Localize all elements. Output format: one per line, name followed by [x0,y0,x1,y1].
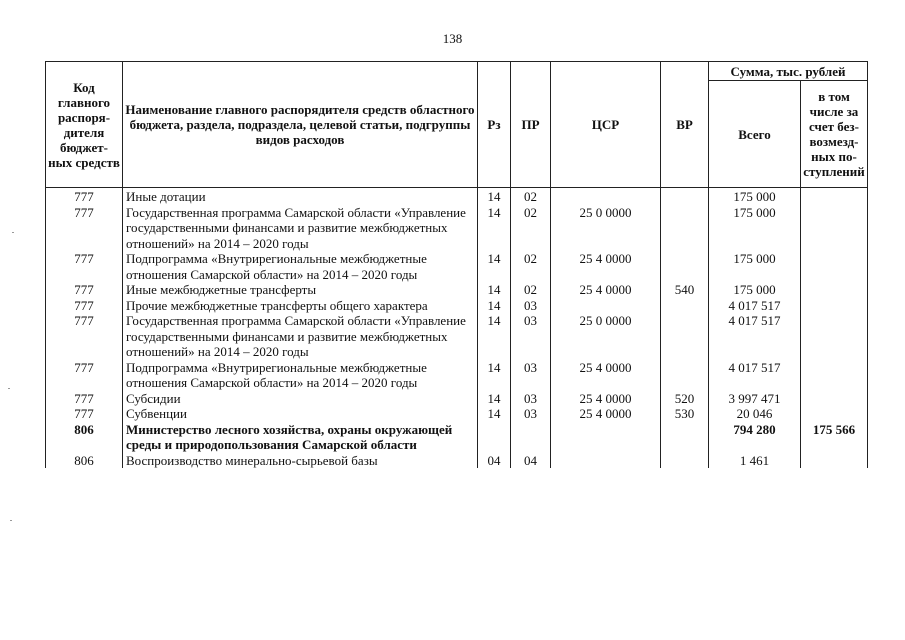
cell-pr: 02 [511,188,551,205]
cell-csr [551,298,661,314]
header-name: Наименование главного распорядителя средств областного бюджета, раздела, подраздела, целевой статьи, подгруппы видов расходов [123,62,478,188]
table-row [46,313,868,360]
table-row [46,422,868,453]
cell-total: 794 280 [709,422,801,453]
table-body [46,188,868,469]
cell-rz: 14 [478,391,511,407]
cell-rz: 14 [478,205,511,252]
cell-pr [511,422,551,453]
cell-total: 175 000 [709,282,801,298]
page-number: 138 [442,31,463,46]
table-row [46,406,868,422]
cell-total: 175 000 [709,205,801,252]
table-row [46,251,868,282]
cell-name: Прочие межбюджетные трансферты общего характера [123,298,478,314]
cell-rz: 14 [478,282,511,298]
cell-pr: 02 [511,282,551,298]
cell-pr: 03 [511,360,551,391]
cell-total: 3 997 471 [709,391,801,407]
scan-mark [10,520,12,521]
cell-grant [801,313,868,360]
cell-csr: 25 4 0000 [551,391,661,407]
table-row [46,188,868,205]
cell-rz: 14 [478,313,511,360]
cell-name: Иные межбюджетные трансферты [123,282,478,298]
cell-vr: 520 [661,391,709,407]
cell-code: 777 [46,298,123,314]
cell-pr: 02 [511,205,551,252]
cell-total: 175 000 [709,188,801,205]
cell-vr [661,251,709,282]
cell-total: 4 017 517 [709,298,801,314]
cell-grant [801,298,868,314]
cell-rz: 14 [478,188,511,205]
cell-name: Субвенции [123,406,478,422]
cell-rz: 14 [478,360,511,391]
cell-pr: 02 [511,251,551,282]
cell-pr: 04 [511,453,551,469]
table-header [46,62,868,188]
cell-vr [661,298,709,314]
scan-mark [12,232,14,233]
cell-name: Иные дотации [123,188,478,205]
cell-code: 777 [46,188,123,205]
cell-vr: 540 [661,282,709,298]
scan-mark [8,388,10,389]
header-total: Всего [709,81,801,188]
cell-grant: 175 566 [801,422,868,453]
cell-pr: 03 [511,298,551,314]
table-row [46,453,868,469]
cell-total: 4 017 517 [709,313,801,360]
cell-grant [801,406,868,422]
cell-rz: 04 [478,453,511,469]
cell-csr: 25 4 0000 [551,360,661,391]
cell-total: 1 461 [709,453,801,469]
cell-vr [661,453,709,469]
cell-code: 806 [46,422,123,453]
cell-name: Подпрограмма «Внутрирегиональные межбюджетные отношения Самарской области» на 2014 – 2020 годы [123,360,478,391]
cell-vr [661,313,709,360]
cell-total: 4 017 517 [709,360,801,391]
cell-name: Воспроизводство минерально-сырьевой базы [123,453,478,469]
cell-code: 777 [46,282,123,298]
cell-name: Подпрограмма «Внутрирегиональные межбюджетные отношения Самарской области» на 2014 – 2020 годы [123,251,478,282]
header-vr: ВР [661,62,709,188]
cell-name: Министерство лесного хозяйства, охраны окружающей среды и природопользования Самарской области [123,422,478,453]
cell-pr: 03 [511,313,551,360]
budget-table [45,61,868,468]
table-row [46,391,868,407]
cell-vr [661,360,709,391]
cell-vr [661,422,709,453]
table-row [46,360,868,391]
cell-code: 777 [46,360,123,391]
header-sum-group: Сумма, тыс. рублей [709,62,868,81]
cell-rz [478,422,511,453]
cell-grant [801,453,868,469]
cell-pr: 03 [511,391,551,407]
header-grants: в том числе за счет без-возмезд-ных по-ступлений [801,81,868,188]
cell-csr [551,188,661,205]
cell-csr: 25 0 0000 [551,313,661,360]
cell-total: 175 000 [709,251,801,282]
cell-vr: 530 [661,406,709,422]
cell-grant [801,251,868,282]
cell-code: 777 [46,251,123,282]
cell-csr: 25 4 0000 [551,282,661,298]
cell-grant [801,205,868,252]
cell-vr [661,188,709,205]
cell-vr [661,205,709,252]
cell-csr: 25 4 0000 [551,251,661,282]
cell-code: 777 [46,205,123,252]
cell-grant [801,282,868,298]
cell-pr: 03 [511,406,551,422]
header-code: Код главного распоря-дителя бюджет-ных средств [46,62,123,188]
cell-code: 777 [46,313,123,360]
cell-total: 20 046 [709,406,801,422]
cell-grant [801,360,868,391]
cell-name: Государственная программа Самарской области «Управление государственными финансами и развитие межбюджетных отношений» на 2014 – 2020 годы [123,313,478,360]
cell-grant [801,188,868,205]
cell-csr [551,453,661,469]
table-row [46,298,868,314]
header-pr: ПР [511,62,551,188]
cell-rz: 14 [478,251,511,282]
cell-csr: 25 0 0000 [551,205,661,252]
cell-rz: 14 [478,298,511,314]
cell-csr: 25 4 0000 [551,406,661,422]
cell-code: 777 [46,391,123,407]
cell-code: 806 [46,453,123,469]
cell-rz: 14 [478,406,511,422]
table-row [46,282,868,298]
cell-name: Субсидии [123,391,478,407]
cell-csr [551,422,661,453]
header-rz: Рз [478,62,511,188]
header-csr: ЦСР [551,62,661,188]
cell-name: Государственная программа Самарской области «Управление государственными финансами и развитие межбюджетных отношений» на 2014 – 2020 годы [123,205,478,252]
table-row [46,205,868,252]
cell-code: 777 [46,406,123,422]
cell-grant [801,391,868,407]
